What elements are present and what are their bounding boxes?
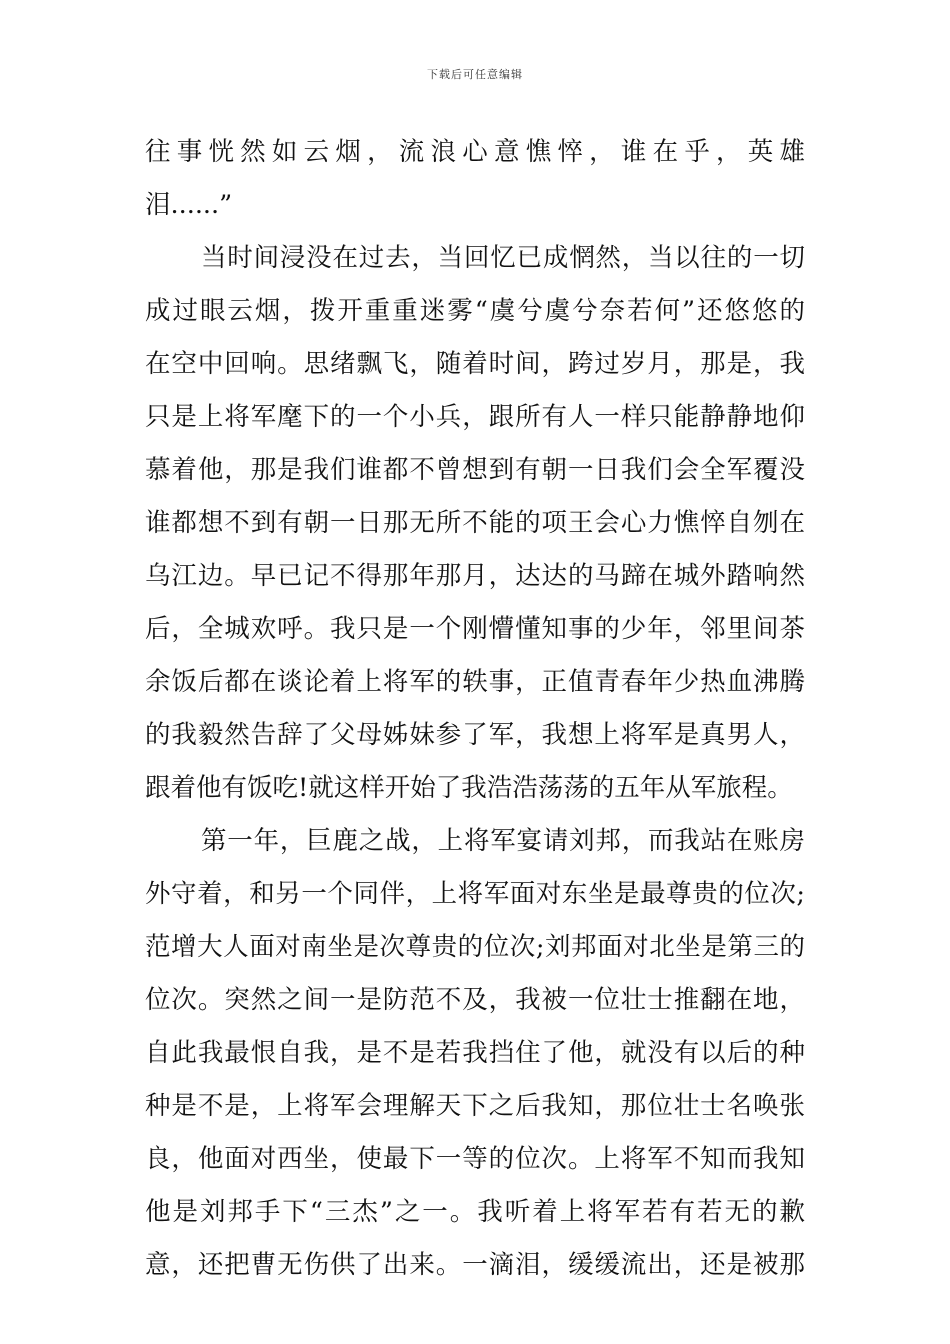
text-line: 良，他面对西坐，使最下一等的位次。上将军不知而我知: [145, 1144, 805, 1174]
text-line: 在空中回响。思绪飘飞，随着时间，跨过岁月，那是，我: [145, 349, 805, 379]
text-line: 慕着他，那是我们谁都不曾想到有朝一日我们会全军覆没: [145, 455, 805, 485]
paragraph-1: [145, 126, 805, 232]
text-line: 的我毅然告辞了父母姊妹参了军，我想上将军是真男人，: [145, 720, 805, 750]
paragraph-3: [145, 815, 805, 1292]
text-line: 余饭后都在谈论着上将军的轶事，正值青春年少热血沸腾: [145, 667, 805, 697]
text-line: 位次。突然之间一是防范不及，我被一位壮士推翻在地，: [145, 985, 805, 1015]
text-line: 他是刘邦手下“三杰”之一。我听着上将军若有若无的歉: [145, 1197, 805, 1227]
text-line: 后，全城欢呼。我只是一个刚懵懂知事的少年，邻里间茶: [145, 614, 805, 644]
text-line: 乌江边。早已记不得那年那月，达达的马蹄在城外踏响然: [145, 561, 805, 591]
text-line: 第一年，巨鹿之战，上将军宴请刘邦，而我站在账房: [201, 826, 805, 856]
text-line: 成过眼云烟，拨开重重迷雾“虞兮虞兮奈若何”还悠悠的: [145, 296, 805, 326]
paragraph-2: [145, 232, 805, 815]
text-line: 范增大人面对南坐是次尊贵的位次;刘邦面对北坐是第三的: [145, 932, 805, 962]
text-line: 往事恍然如云烟，流浪心意憔悴，谁在乎，英雄: [145, 137, 805, 167]
text-line: 自此我最恨自我，是不是若我挡住了他，就没有以后的种: [145, 1038, 805, 1068]
text-line: 谁都想不到有朝一日那无所不能的项王会心力憔悴自刎在: [145, 508, 805, 538]
text-line: 种是不是，上将军会理解天下之后我知，那位壮士名唤张: [145, 1091, 805, 1121]
text-line: 跟着他有饭吃!就这样开始了我浩浩荡荡的五年从军旅程。: [145, 773, 793, 803]
page-header: 下载后可任意编辑: [427, 68, 523, 81]
text-line: 外守着，和另一个同伴，上将军面对东坐是最尊贵的位次;: [145, 879, 805, 909]
document-body: [145, 126, 805, 1292]
text-line: 泪......”: [145, 190, 233, 220]
text-line: 意，还把曹无伤供了出来。一滴泪，缓缓流出，还是被那: [145, 1250, 805, 1280]
text-line: 当时间浸没在过去，当回忆已成惘然，当以往的一切: [201, 243, 805, 273]
text-line: 只是上将军麾下的一个小兵，跟所有人一样只能静静地仰: [145, 402, 805, 432]
